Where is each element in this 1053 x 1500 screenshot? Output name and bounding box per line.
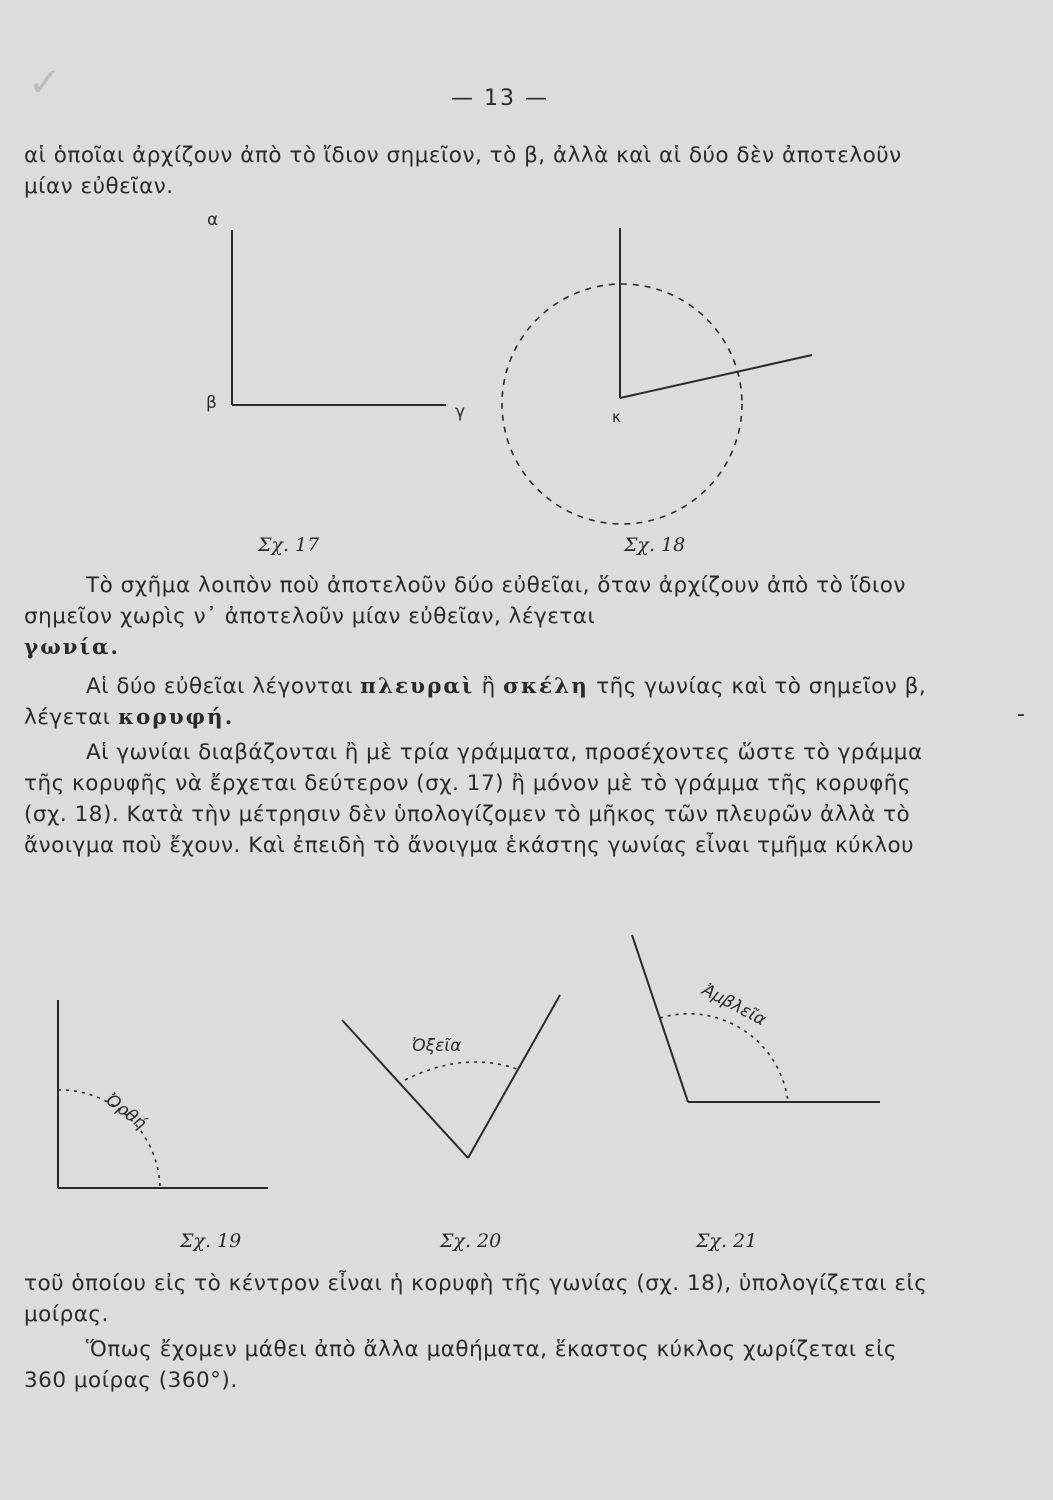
fig21-slanted-ray (632, 935, 688, 1102)
fig20-right-ray (468, 995, 560, 1158)
paragraph-3-a: Αἱ δύο εὐθεῖαι λέγονται (86, 674, 353, 699)
fig21-label: Ἀμβλεῖα (698, 980, 770, 1031)
fig20-label: Ὀξεῖα (412, 1036, 462, 1056)
fig18-label-k: κ (612, 408, 621, 426)
paragraph-3-c: τῆς γωνίας καὶ τὸ σημεῖον β, λέγεται (24, 674, 927, 730)
term-gonia: γωνία. (24, 635, 121, 660)
fig20-caption: Σχ. 20 (440, 1230, 502, 1252)
fig17-caption: Σχ. 17 (258, 534, 320, 556)
fig21-dotted-arc (660, 1014, 788, 1102)
fig19-label: Ὀρθή (101, 1090, 150, 1134)
paragraph-5: τοῦ ὁποίου εἰς τὸ κέντρον εἶναι ἡ κορυφὴ τῆς γωνίας (σχ. 18), ὑπολογίζεται εἰς μοίρας. (24, 1271, 928, 1327)
fig17-label-a: α (207, 210, 219, 230)
paragraph-2-text: Τὸ σχῆμα λοιπὸν ποὺ ἀποτελοῦν δύο εὐθεῖαι, ὅταν ἀρχίζουν ἀπὸ τὸ ἴδιον σημεῖον χωρὶς ν᾽ ἀποτελοῦν μίαν εὐθεῖαν, λέγεται (24, 573, 906, 629)
fig21-caption: Σχ. 21 (696, 1230, 758, 1252)
pencil-checkmark-icon: ✓ (28, 60, 62, 106)
paragraph-3-b: ἢ (481, 674, 496, 699)
margin-dash: - (1017, 702, 1025, 727)
fig17-label-b: β (206, 393, 217, 413)
paragraph-6: Ὅπως ἔχομεν μάθει ἀπὸ ἄλλα μαθήματα, ἕκαστος κύκλος χωρίζεται εἰς 360 μοίρας (360°). (24, 1337, 897, 1393)
fig17-label-g: γ (455, 402, 466, 422)
paragraph-1: αἱ ὁποῖαι ἀρχίζουν ἀπὸ τὸ ἴδιον σημεῖον, τὸ β, ἀλλὰ καὶ αἱ δύο δὲν ἀποτελοῦν μίαν εὐθεῖαν. (24, 143, 902, 199)
fig18-caption: Σχ. 18 (624, 534, 686, 556)
paragraph-4: Αἱ γωνίαι διαβάζονται ἢ μὲ τρία γράμματα, προσέχοντες ὥστε τὸ γράμμα τῆς κορυφῆς νὰ ἔρχεται δεύτερον (σχ. 17) ἢ μόνον μὲ τὸ γράμμα τῆς κορυφῆς (σχ. 18). Κατὰ τὴν μέτρησιν δὲν ὑπολογίζομεν τὸ μῆκος τῶν πλευρῶν ἀλλὰ τὸ ἄνοιγμα ποὺ ἔχουν. Καὶ ἐπειδὴ τὸ ἄνοιγμα ἑκάστης γωνίας εἶναι τμῆμα κύκλου (24, 740, 923, 858)
fig19-caption: Σχ. 19 (180, 1230, 242, 1252)
fig20-dotted-arc (405, 1062, 520, 1080)
term-pleurai: πλευραὶ (360, 674, 475, 699)
term-koryfi: κορυφή. (117, 705, 235, 730)
term-skeli: σκέλη (503, 674, 589, 699)
page-number: — 13 — (451, 86, 549, 111)
